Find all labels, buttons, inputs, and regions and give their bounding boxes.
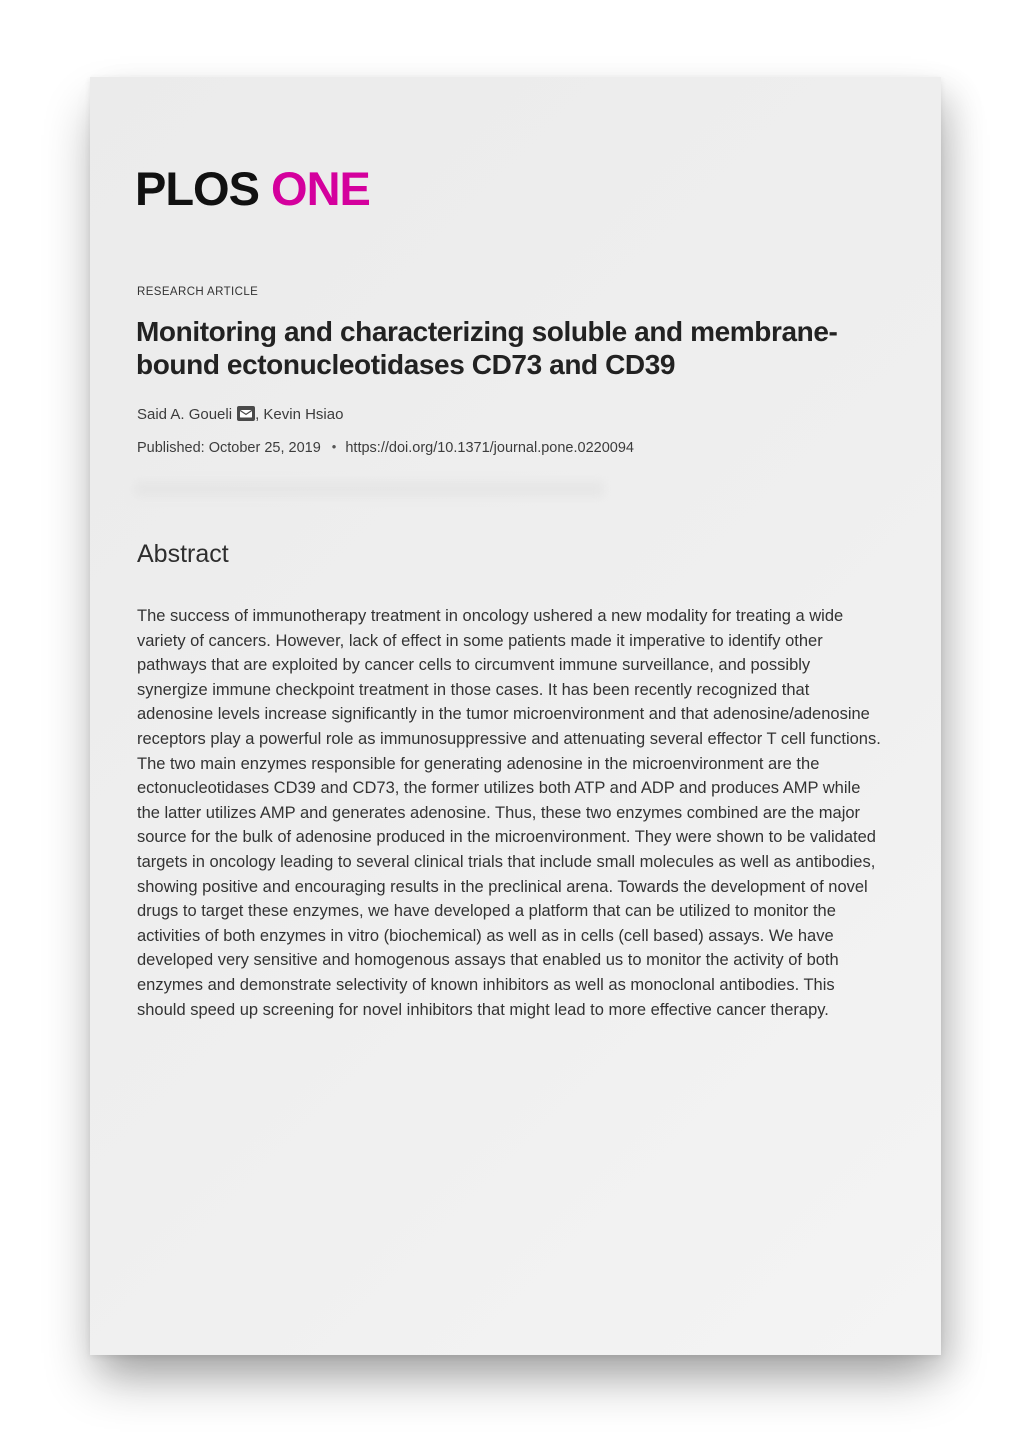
article-page — [90, 77, 941, 1355]
bullet-separator: • — [331, 439, 337, 454]
logo-plos-text: PLOS — [135, 162, 272, 215]
doi-link[interactable]: https://doi.org/10.1371/journal.pone.0220094 — [345, 440, 634, 456]
article-title: Monitoring and characterizing soluble and membrane-bound ectonucleotidases CD73 and CD39 — [136, 316, 838, 380]
logo-one-text: ONE — [271, 162, 370, 215]
published-line — [137, 439, 634, 456]
author-said-goueli[interactable]: Said A. Goueli — [137, 406, 233, 423]
published-date: Published: October 25, 2019 — [137, 440, 321, 456]
abstract-heading: Abstract — [137, 540, 229, 568]
author-separator: , — [255, 406, 264, 423]
article-type-label: RESEARCH ARTICLE — [137, 286, 259, 298]
envelope-icon[interactable] — [237, 406, 255, 425]
plos-one-logo — [135, 161, 370, 216]
author-kevin-hsiao[interactable]: Kevin Hsiao — [263, 406, 344, 423]
abstract-body: The success of immunotherapy treatment in oncology ushered a new modality for treating a wide variety of cancers. However, lack of effect in some patients made it imperative to identify other pathways that are exploited by cancer cells to circumvent immune surveillance, and possibly synergize immune checkpoint treatment in those cases. It has been recently recognized that adenosine levels increase significantly in the tumor microenvironment and that adenosine/adenosine receptors play a powerful role as immunosuppressive and attenuating several effector T cell functions. The two main enzymes responsible for generating adenosine in the microenvironment are the ectonucleotidases CD39 and CD73, the former utilizes both ATP and ADP and produces AMP while the latter utilizes AMP and generates adenosine. Thus, these two enzymes combined are the major source for the bulk of adenosine produced in the microenvironment. They were shown to be validated targets in oncology leading to several clinical trials that include small molecules as well as antibodies, showing positive and encouraging results in the preclinical arena. Towards the development of novel drugs to target these enzymes, we have developed a platform that can be utilized to monitor the activities of both enzymes in vitro (biochemical) as well as in cells (cell based) assays. We have developed very sensitive and homogenous assays that enabled us to monitor the activity of both enzymes and demonstrate selectivity of known inhibitors as well as monoclonal antibodies. This should speed up screening for novel inhibitors that might lead to more effective cancer therapy. — [137, 607, 881, 1019]
faded-background-artifact — [134, 481, 604, 497]
author-line — [137, 406, 343, 425]
